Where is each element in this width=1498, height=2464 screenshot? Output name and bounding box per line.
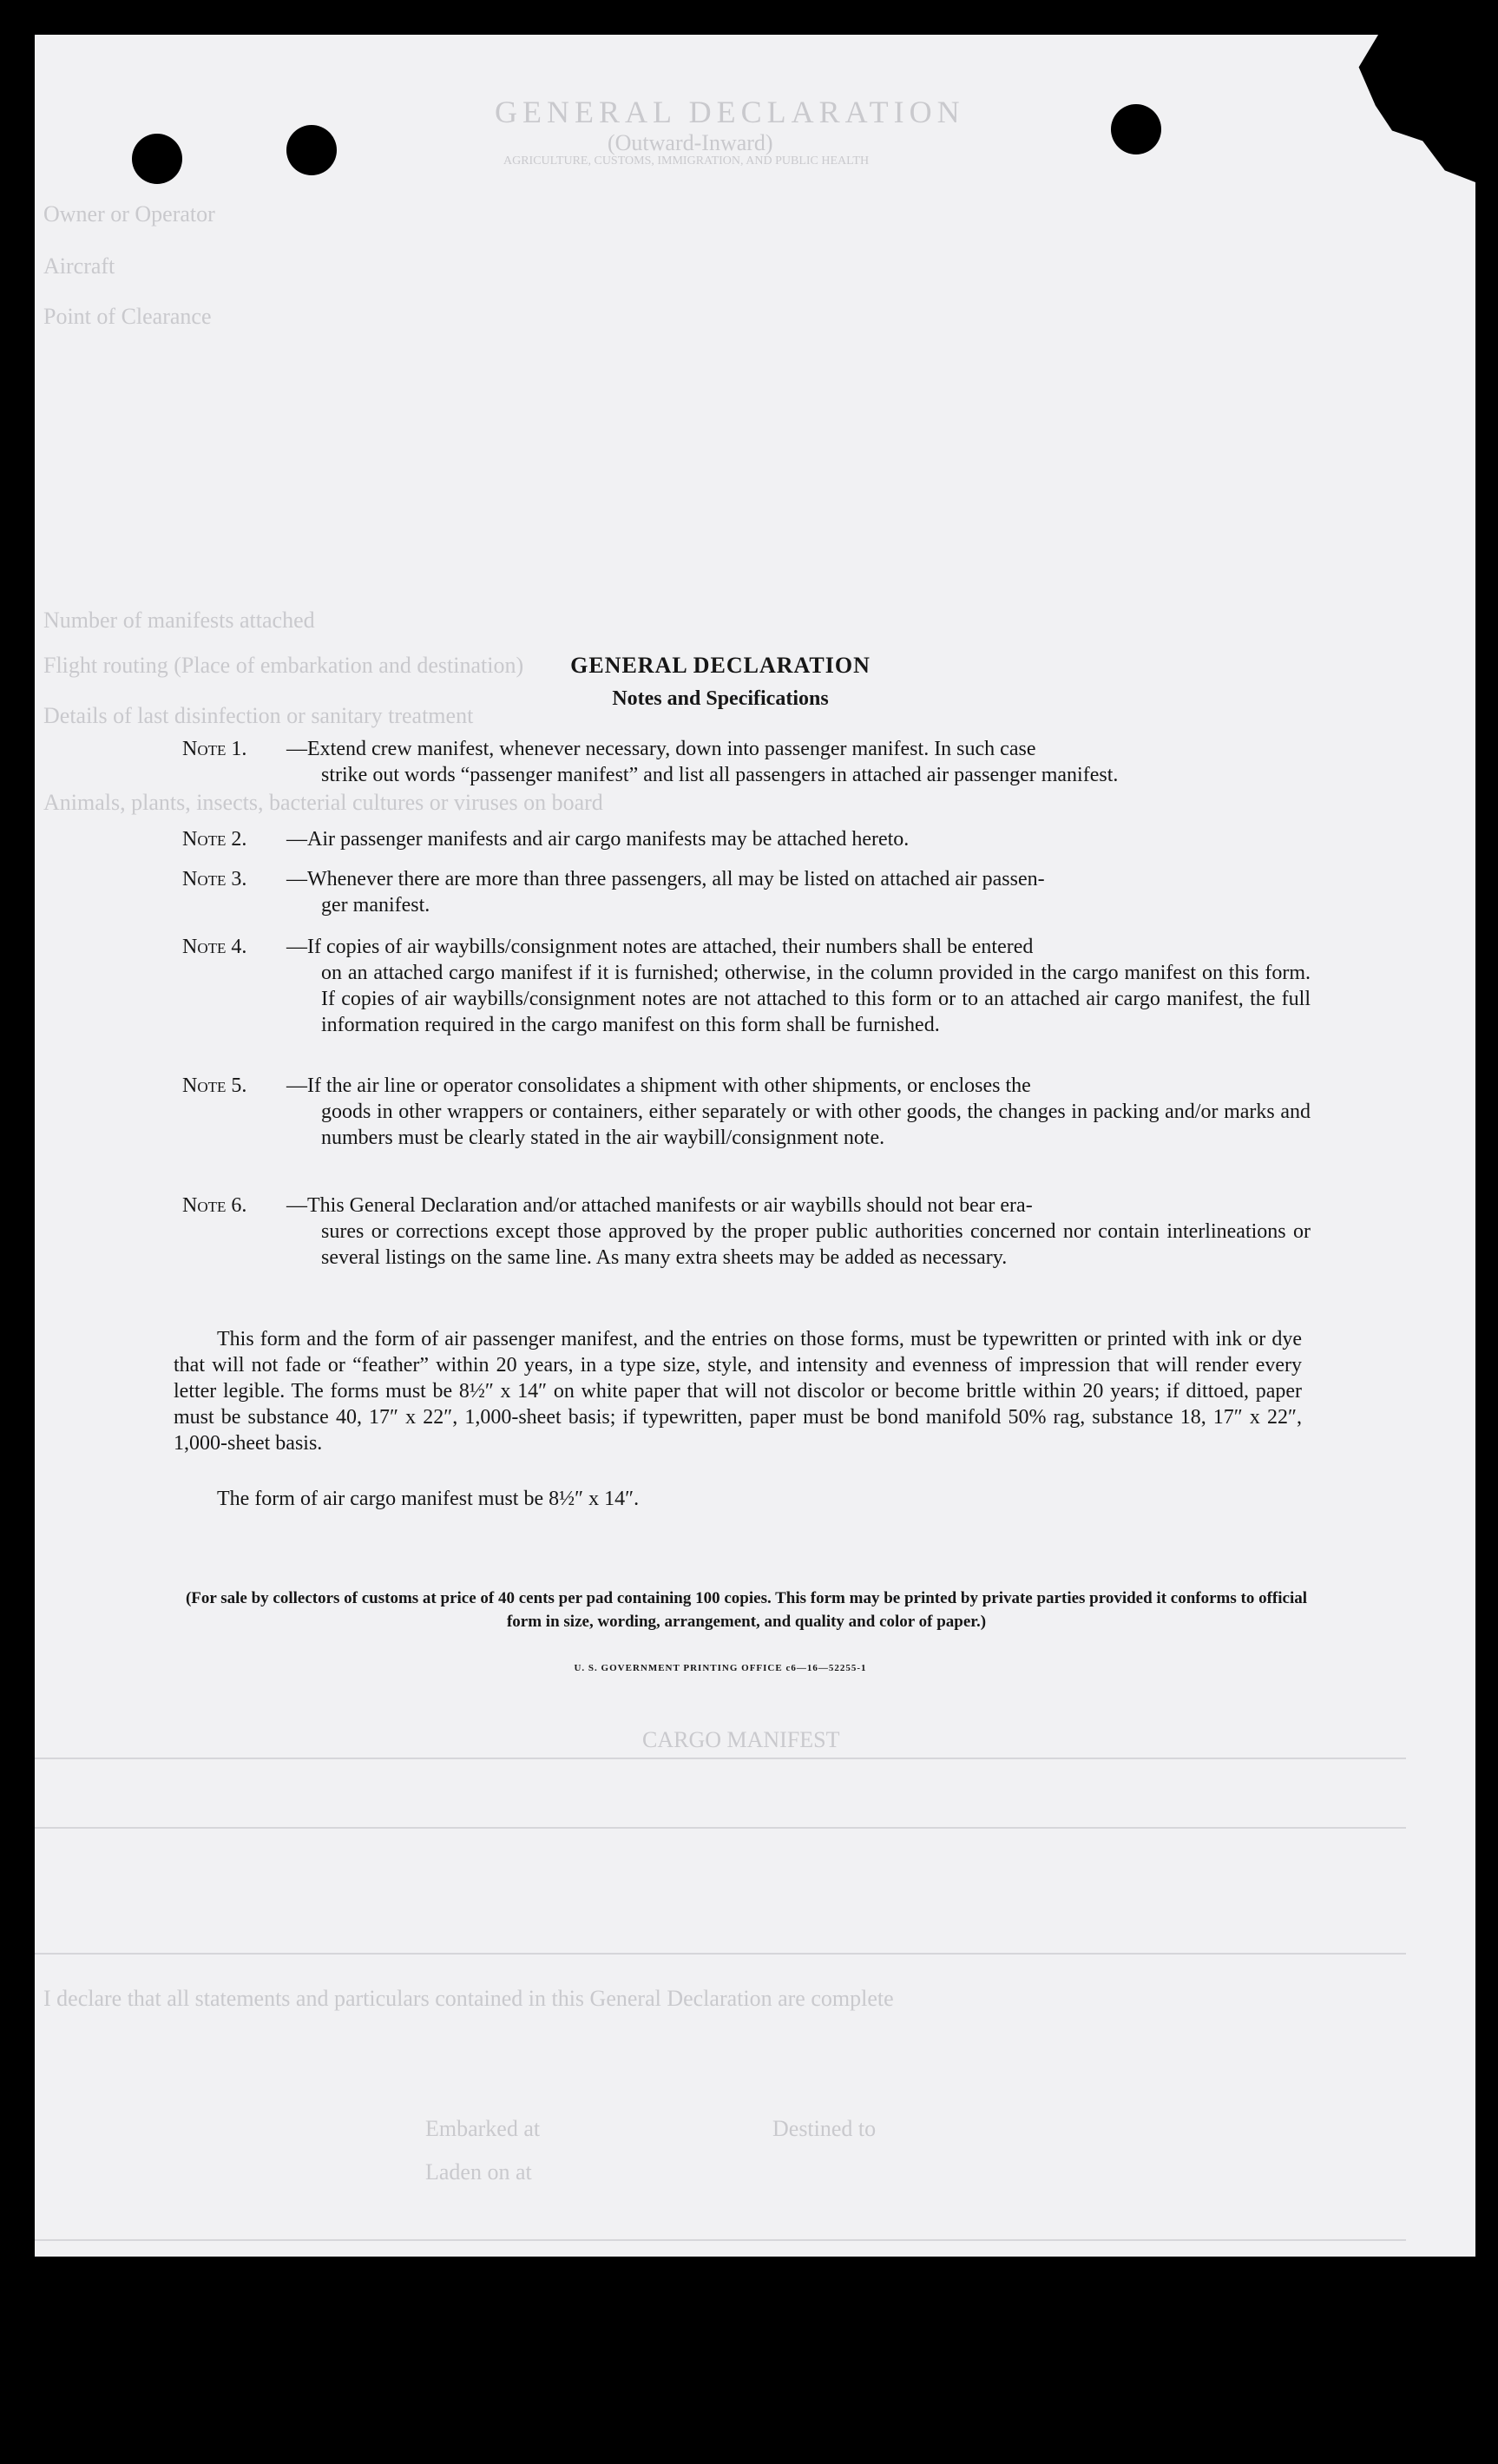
ghost-line-disinfection: Details of last disinfection or sanitary treatment: [43, 703, 474, 728]
ghost-header-sub2: AGRICULTURE, CUSTOMS, IMMIGRATION, AND PUBLIC HEALTH: [503, 154, 870, 168]
ghost-line-embarked: Embarked at: [425, 2116, 541, 2141]
note-text-rest: strike out words “passenger manifest” and list all passengers in attached air passenger manifest.: [321, 764, 1119, 786]
note-label: Note 1.: [182, 738, 247, 760]
note-label: Note 5.: [182, 1074, 247, 1097]
note-text-rest: sures or corrections except those approved by the proper public authorities concerned nor contain interlineations or several listings on the same line. As many extra sheets may be added as necessary.: [321, 1220, 1311, 1269]
note-text-first: —Extend crew manifest, whenever necessary, down into passenger manifest. In such case: [286, 738, 1036, 760]
ghost-line-routing: Flight routing (Place of embarkation and destination): [43, 653, 524, 678]
ghost-line-laden: Laden on at: [425, 2159, 532, 2185]
ghost-line-cargo: CARGO MANIFEST: [642, 1727, 840, 1752]
note-text-rest: ger manifest.: [321, 894, 430, 917]
note-5: [182, 1073, 1311, 1151]
ghost-header-sub: (Outward-Inward): [608, 130, 773, 155]
note-label: Note 3.: [182, 868, 247, 890]
ghost-header: GENERAL DECLARATION: [495, 95, 965, 129]
ghost-line-clearance: Point of Clearance: [43, 304, 212, 329]
ghost-line-aircraft: Aircraft: [43, 253, 115, 279]
sale-notice: (For sale by collectors of customs at price of 40 cents per pad containing 100 copies. This form may be printed by private parties provided it conforms to official form in size, wording, arrangement, and quality and color of paper.): [185, 1589, 1308, 1631]
specification-paragraph: This form and the form of air passenger manifest, and the entries on those forms, must be typewritten or printed with ink or dye that will not fade or “feather” within 20 years, in a type size, style, and intensity and evenness of impression that will render every letter legible. The forms must be 8½″ x 14″ on white paper that will not discolor or become brittle within 20 years; if dittoed, paper must be substance 40, 17″ x 22″, 1,000-sheet basis; if typewritten, paper must be bond manifold 50% rag, substance 18, 17″ x 22″, 1,000-sheet basis.: [174, 1328, 1302, 1455]
document-page: [35, 35, 1475, 2257]
note-text-first: —If copies of air waybills/consignment notes are attached, their numbers shall be entered: [286, 936, 1034, 958]
printer-line: U. S. GOVERNMENT PRINTING OFFICE c6—16—52255-1: [574, 1663, 867, 1673]
note-1: [182, 736, 1311, 788]
note-text-first: —This General Declaration and/or attached manifests or air waybills should not bear era-: [286, 1194, 1033, 1217]
page-title: GENERAL DECLARATION: [570, 653, 871, 678]
ghost-line-declare: I declare that all statements and particulars contained in this General Declaration are complete: [43, 1986, 894, 2011]
note-2: [182, 826, 1311, 852]
note-label: Note 6.: [182, 1194, 247, 1217]
note-text-first: —Whenever there are more than three passengers, all may be listed on attached air passen-: [286, 868, 1045, 890]
page-subtitle: Notes and Specifications: [612, 687, 829, 710]
note-text-rest: on an attached cargo manifest if it is furnished; otherwise, in the column provided in the cargo manifest on this form. If copies of air waybills/consignment notes are not attached to this form or to an attached air cargo manifest, the full information required in the cargo manifest on this form shall be furnished.: [321, 962, 1311, 1036]
declaration-notes: [35, 35, 1475, 2257]
note-label: Note 2.: [182, 828, 247, 851]
cargo-form-line: The form of air cargo manifest must be 8½″ x 14″.: [217, 1488, 640, 1510]
note-3: [182, 866, 1311, 918]
note-label: Note 4.: [182, 936, 247, 958]
note-text-first: —If the air line or operator consolidates a shipment with other shipments, or encloses the: [286, 1074, 1031, 1097]
note-6: [182, 1193, 1311, 1271]
ghost-line-destined: Destined to: [772, 2116, 877, 2141]
note-text-rest: goods in other wrappers or containers, either separately or with other goods, the changes in packing and/or marks and numbers must be clearly stated in the air waybill/consignment note.: [321, 1101, 1311, 1149]
ghost-line-owner: Owner or Operator: [43, 201, 215, 227]
note-4: [182, 934, 1311, 1038]
ghost-line-manifests: Number of manifests attached: [43, 608, 315, 633]
note-text-first: —Air passenger manifests and air cargo manifests may be attached hereto.: [286, 828, 910, 851]
ghost-line-animals: Animals, plants, insects, bacterial cultures or viruses on board: [43, 790, 603, 815]
